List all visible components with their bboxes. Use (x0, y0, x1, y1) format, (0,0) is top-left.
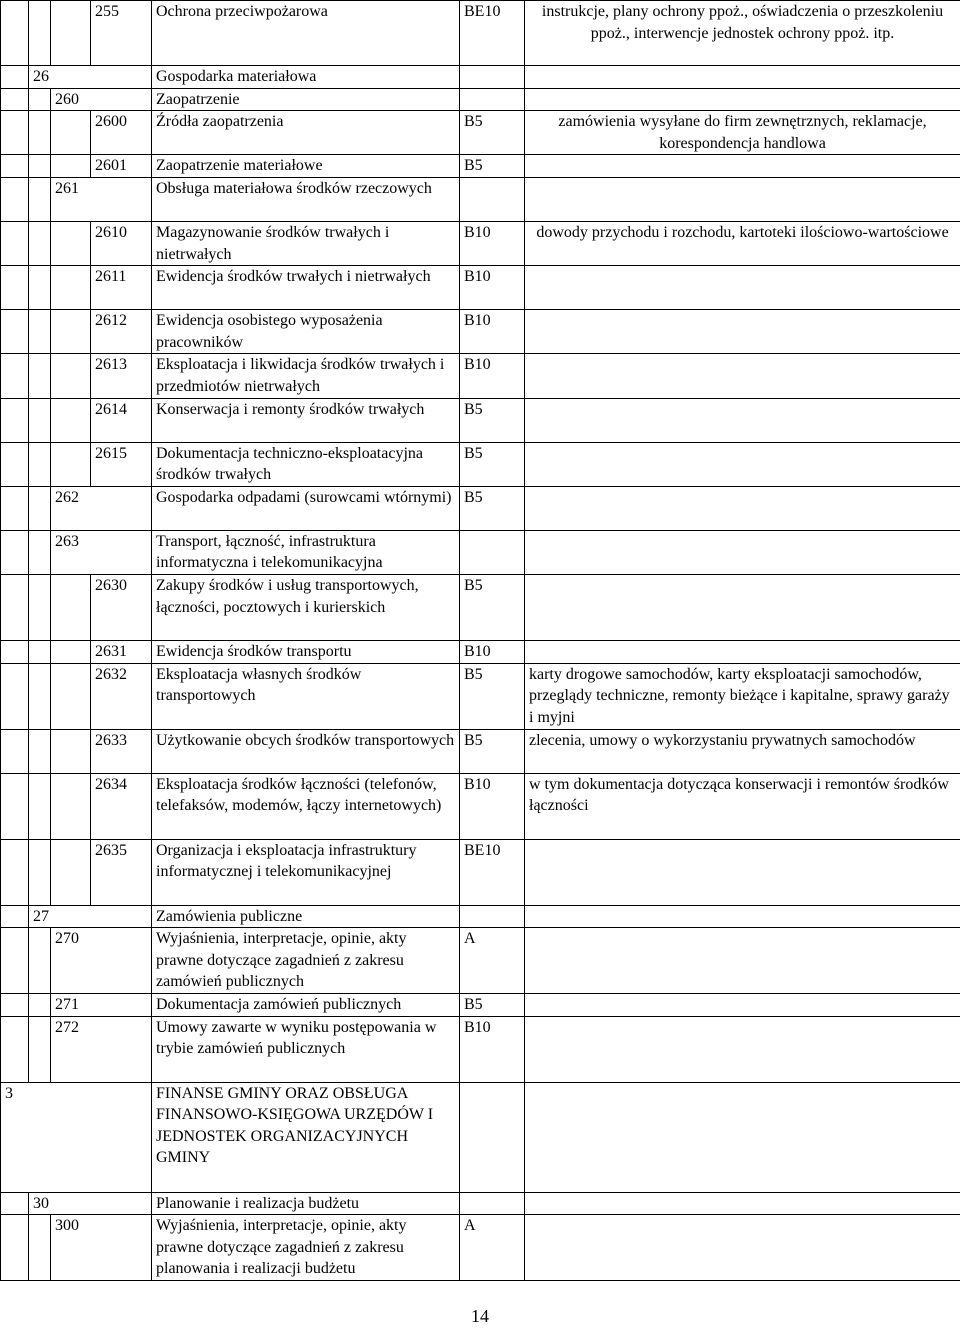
title: Eksploatacja środków łączności (telefonów, telefaksów, modemów, łączy internetowych) (152, 773, 460, 839)
category: B5 (460, 442, 525, 486)
table-row (1, 486, 960, 530)
table-row (1, 1215, 960, 1281)
title: FINANSE GMINY ORAZ OBSŁUGA FINANSOWO-KSIĘGOWA URZĘDÓW I JEDNOSTEK ORGANIZACYJNYCH GMINY (152, 1082, 460, 1192)
symbol: 2601 (91, 155, 152, 178)
title: Użytkowanie obcych środków transportowych (152, 729, 460, 773)
symbol: 26 (29, 66, 152, 89)
title: Obsługa materiałowa środków rzeczowych (152, 177, 460, 221)
category (460, 905, 525, 928)
category: A (460, 928, 525, 994)
table-row (1, 88, 960, 111)
notes: dowody przychodu i rozchodu, kartoteki ilościowo-wartościowe (525, 221, 960, 265)
table-row (1, 442, 960, 486)
symbol: 2613 (91, 354, 152, 398)
symbol: 2631 (91, 640, 152, 663)
symbol: 255 (91, 1, 152, 66)
notes (525, 354, 960, 398)
table-row (1, 928, 960, 994)
title: Ewidencja osobistego wyposażenia pracowników (152, 310, 460, 354)
symbol: 2615 (91, 442, 152, 486)
category (460, 1192, 525, 1215)
page-number: 14 (471, 1306, 489, 1326)
title: Ewidencja środków transportu (152, 640, 460, 663)
table-row (1, 530, 960, 574)
title: Planowanie i realizacja budżetu (152, 1192, 460, 1215)
notes (525, 994, 960, 1017)
table-row (1, 1082, 960, 1192)
symbol: 2634 (91, 773, 152, 839)
title: Gospodarka odpadami (surowcami wtórnymi) (152, 486, 460, 530)
title: Zaopatrzenie materiałowe (152, 155, 460, 178)
category: A (460, 1215, 525, 1281)
symbol: 261 (51, 177, 152, 221)
category: B10 (460, 773, 525, 839)
category: BE10 (460, 1, 525, 66)
symbol: 263 (51, 530, 152, 574)
title: Umowy zawarte w wyniku postępowania w trybie zamówień publicznych (152, 1016, 460, 1082)
symbol: 27 (29, 905, 152, 928)
category: BE10 (460, 839, 525, 905)
symbol: 2610 (91, 221, 152, 265)
symbol: 271 (51, 994, 152, 1017)
table-row (1, 111, 960, 155)
category: B5 (460, 574, 525, 640)
table-row (1, 905, 960, 928)
category (460, 1082, 525, 1192)
notes (525, 1016, 960, 1082)
table-row (1, 640, 960, 663)
table-row (1, 1192, 960, 1215)
title: Dokumentacja zamówień publicznych (152, 994, 460, 1017)
table-row (1, 221, 960, 265)
table-row (1, 354, 960, 398)
title: Zaopatrzenie (152, 88, 460, 111)
symbol: 3 (1, 1082, 152, 1192)
category: B10 (460, 310, 525, 354)
category: B5 (460, 663, 525, 729)
symbol: 2633 (91, 729, 152, 773)
notes (525, 574, 960, 640)
symbol: 272 (51, 1016, 152, 1082)
table-row (1, 773, 960, 839)
title: Dokumentacja techniczno-eksploatacyjna środków trwałych (152, 442, 460, 486)
category (460, 66, 525, 89)
symbol: 30 (29, 1192, 152, 1215)
notes (525, 1215, 960, 1281)
notes (525, 66, 960, 89)
category (460, 177, 525, 221)
title: Magazynowanie środków trwałych i nietrwałych (152, 221, 460, 265)
symbol: 2632 (91, 663, 152, 729)
notes (525, 486, 960, 530)
symbol: 2614 (91, 398, 152, 442)
table-row (1, 1016, 960, 1082)
notes: instrukcje, plany ochrony ppoż., oświadczenia o przeszkoleniu ppoż., interwencje jednostek ochrony ppoż. itp. (525, 1, 960, 66)
symbol: 2612 (91, 310, 152, 354)
table-row (1, 310, 960, 354)
category: B10 (460, 640, 525, 663)
notes (525, 398, 960, 442)
notes: w tym dokumentacja dotycząca konserwacji i remontów środków łączności (525, 773, 960, 839)
notes (525, 310, 960, 354)
title: Zakupy środków i usług transportowych, łączności, pocztowych i kurierskich (152, 574, 460, 640)
table-row (1, 729, 960, 773)
symbol: 2630 (91, 574, 152, 640)
notes (525, 177, 960, 221)
title: Wyjaśnienia, interpretacje, opinie, akty prawne dotyczące zagadnień z zakresu planowania i realizacji budżetu (152, 1215, 460, 1281)
notes (525, 88, 960, 111)
table-row (1, 994, 960, 1017)
title: Gospodarka materiałowa (152, 66, 460, 89)
title: Eksploatacja własnych środków transportowych (152, 663, 460, 729)
category (460, 88, 525, 111)
category: B10 (460, 266, 525, 310)
table-row (1, 663, 960, 729)
notes (525, 1082, 960, 1192)
notes (525, 905, 960, 928)
table-row (1, 1, 960, 66)
table-row (1, 398, 960, 442)
notes (525, 839, 960, 905)
category: B5 (460, 729, 525, 773)
title: Ochrona przeciwpożarowa (152, 1, 460, 66)
category (460, 530, 525, 574)
category: B5 (460, 111, 525, 155)
category: B10 (460, 354, 525, 398)
category: B5 (460, 398, 525, 442)
title: Transport, łączność, infrastruktura informatyczna i telekomunikacyjna (152, 530, 460, 574)
table-row (1, 155, 960, 178)
category: B10 (460, 221, 525, 265)
table-row (1, 839, 960, 905)
symbol: 270 (51, 928, 152, 994)
title: Źródła zaopatrzenia (152, 111, 460, 155)
title: Zamówienia publiczne (152, 905, 460, 928)
notes (525, 155, 960, 178)
category: B5 (460, 994, 525, 1017)
symbol: 300 (51, 1215, 152, 1281)
notes: zamówienia wysyłane do firm zewnętrznych, reklamacje, korespondencja handlowa (525, 111, 960, 155)
category: B5 (460, 486, 525, 530)
notes (525, 266, 960, 310)
symbol: 260 (51, 88, 152, 111)
symbol: 2611 (91, 266, 152, 310)
title: Ewidencja środków trwałych i nietrwałych (152, 266, 460, 310)
table-row (1, 574, 960, 640)
notes: zlecenia, umowy o wykorzystaniu prywatnych samochodów (525, 729, 960, 773)
table-row (1, 266, 960, 310)
notes (525, 1192, 960, 1215)
title: Konserwacja i remonty środków trwałych (152, 398, 460, 442)
notes (525, 640, 960, 663)
title: Wyjaśnienia, interpretacje, opinie, akty prawne dotyczące zagadnień z zakresu zamówień publicznych (152, 928, 460, 994)
notes: karty drogowe samochodów, karty eksploatacji samochodów, przeglądy techniczne, remonty bieżące i kapitalne, sprawy garaży i myjni (525, 663, 960, 729)
symbol: 2600 (91, 111, 152, 155)
symbol: 262 (51, 486, 152, 530)
title: Organizacja i eksploatacja infrastruktury informatycznej i telekomunikacyjnej (152, 839, 460, 905)
table-row (1, 177, 960, 221)
table-row (1, 66, 960, 89)
notes (525, 442, 960, 486)
symbol: 2635 (91, 839, 152, 905)
category: B10 (460, 1016, 525, 1082)
notes (525, 928, 960, 994)
category: B5 (460, 155, 525, 178)
notes (525, 530, 960, 574)
title: Eksploatacja i likwidacja środków trwałych i przedmiotów nietrwałych (152, 354, 460, 398)
